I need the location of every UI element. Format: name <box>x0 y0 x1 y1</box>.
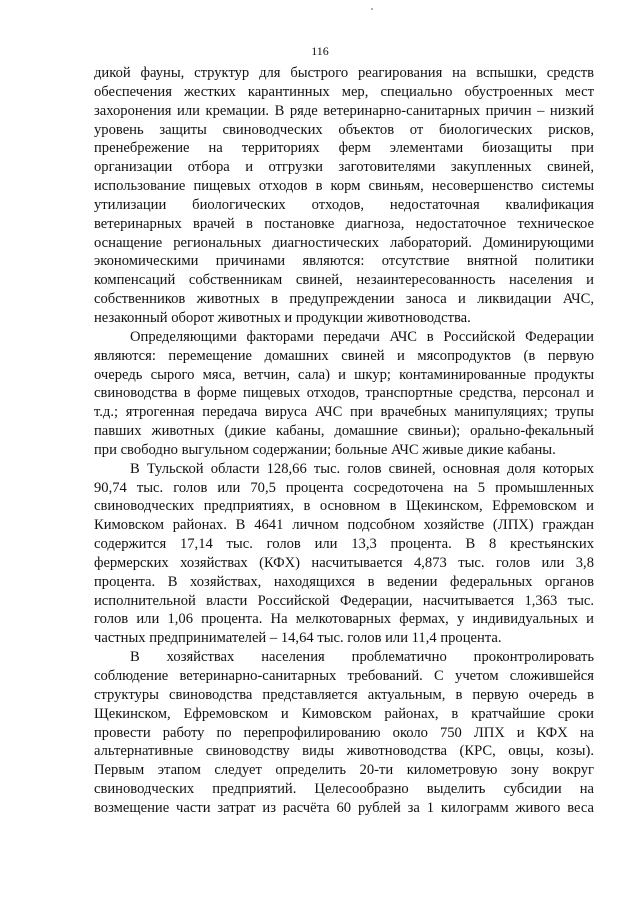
text-line: провести работу по перепрофилированию около 750 ЛПХ и КФХ на <box>94 724 594 741</box>
text-line: при свободно выгульном содержании; больные АЧС живые дикие кабаны. <box>94 441 556 458</box>
text-line: В хозяйствах населения проблематично проконтролировать <box>130 649 594 666</box>
text-line: свиноводства в форме пищевых отходов, транспортные средства, персонал и <box>94 385 594 402</box>
text-line: незаконный оборот животных и продукции животноводства. <box>94 309 471 326</box>
text-line: экономическими причинами являются: отсутствие внятной политики <box>94 253 594 270</box>
page-body <box>94 64 594 818</box>
text-line: организации отбора и отгрузки заготовителями закупленных свиней, <box>94 159 594 176</box>
text-line: являются: перемещение домашних свиней и мясопродуктов (в первую <box>94 347 594 364</box>
text-line: частных предпринимателей – 14,64 тыс. голов или 11,4 процента. <box>94 630 502 647</box>
text-line: уровень защиты свиноводческих объектов от биологических рисков, <box>94 121 594 138</box>
page-number: 116 <box>311 44 329 58</box>
text-line: свиноводческих предприятиях, в основном в Щекинском, Ефремовском и <box>94 498 594 515</box>
text-line: т.д.; ятрогенная передача вируса АЧС при врачебных манипуляциях; трупы <box>94 404 594 421</box>
body-paragraph <box>94 648 594 818</box>
text-line: процента. В хозяйствах, находящихся в ведении федеральных органов <box>94 573 594 590</box>
text-line: голов или 1,06 процента. На мелкотоварных фермах, у индивидуальных и <box>94 611 594 628</box>
text-line: соблюдение ветеринарно-санитарных требований. С учетом сложившейся <box>94 668 594 684</box>
text-line: компенсаций собственникам свиней, незаинтересованность населения и <box>94 272 594 289</box>
body-paragraph <box>94 460 594 648</box>
body-paragraph <box>94 64 594 328</box>
text-line: собственников животных в предупреждении заноса и ликвидации АЧС, <box>94 291 594 308</box>
text-line: альтернативные свиноводству виды животноводства (КРС, овцы, козы). <box>94 743 594 760</box>
text-line: содержится 17,14 тыс. голов или 13,3 процента. В 8 крестьянских <box>94 536 594 553</box>
text-line: 90,74 тыс. голов или 70,5 процента сосредоточена на 5 промышленных <box>94 479 594 496</box>
scan-speck <box>371 8 373 10</box>
body-paragraph <box>94 328 594 460</box>
text-line: очередь сырого мяса, ветчин, сала) и шкур; контаминированные продукты <box>94 366 594 383</box>
text-line: дикой фауны, структур для быстрого реагирования на вспышки, средств <box>94 65 594 81</box>
text-line: Кимовском районах. В 4641 личном подсобном хозяйстве (ЛПХ) граждан <box>94 517 594 534</box>
text-line: Первым этапом следует определить 20-ти километровую зону вокруг <box>94 762 594 779</box>
text-line: утилизации биологических отходов, недостаточная квалификация <box>94 196 594 213</box>
text-line: ветеринарных врачей в постановке диагноза, недостаточное техническое <box>94 215 594 232</box>
text-line: структуры свиноводства представляется актуальным, в первую очередь в <box>94 686 594 703</box>
text-line: Щекинском, Ефремовском и Кимовском районах, в кратчайшие сроки <box>94 705 594 722</box>
text-line: В Тульской области 128,66 тыс. голов свиней, основная доля которых <box>130 460 594 477</box>
text-line: павших животных (дикие кабаны, домашние свиньи); орально-фекальный <box>94 423 594 440</box>
text-line: пренебрежение на территориях ферм элементами биозащиты при <box>94 140 594 157</box>
text-line: обеспечения жестких карантинных мер, специально обустроенных мест <box>94 83 594 100</box>
text-line: оснащение региональных диагностических лабораторий. Доминирующими <box>94 234 594 251</box>
text-line: использование пищевых отходов в корм свиньям, несовершенство системы <box>94 178 594 195</box>
text-line: исполнительной власти Российской Федерации, насчитывается 1,363 тыс. <box>94 592 594 609</box>
text-line: свиноводческих предприятий. Целесообразно выделить субсидии на <box>94 781 594 798</box>
text-line: захоронения или кремации. В ряде ветеринарно-санитарных причин – низкий <box>94 102 594 119</box>
text-line: Определяющими факторами передачи АЧС в Российской Федерации <box>130 328 594 345</box>
text-line: фермерских хозяйствах (КФХ) насчитывается 4,873 тыс. голов или 3,8 <box>94 554 594 571</box>
text-line: возмещение части затрат из расчёта 60 рублей за 1 килограмм живого веса <box>94 799 594 816</box>
